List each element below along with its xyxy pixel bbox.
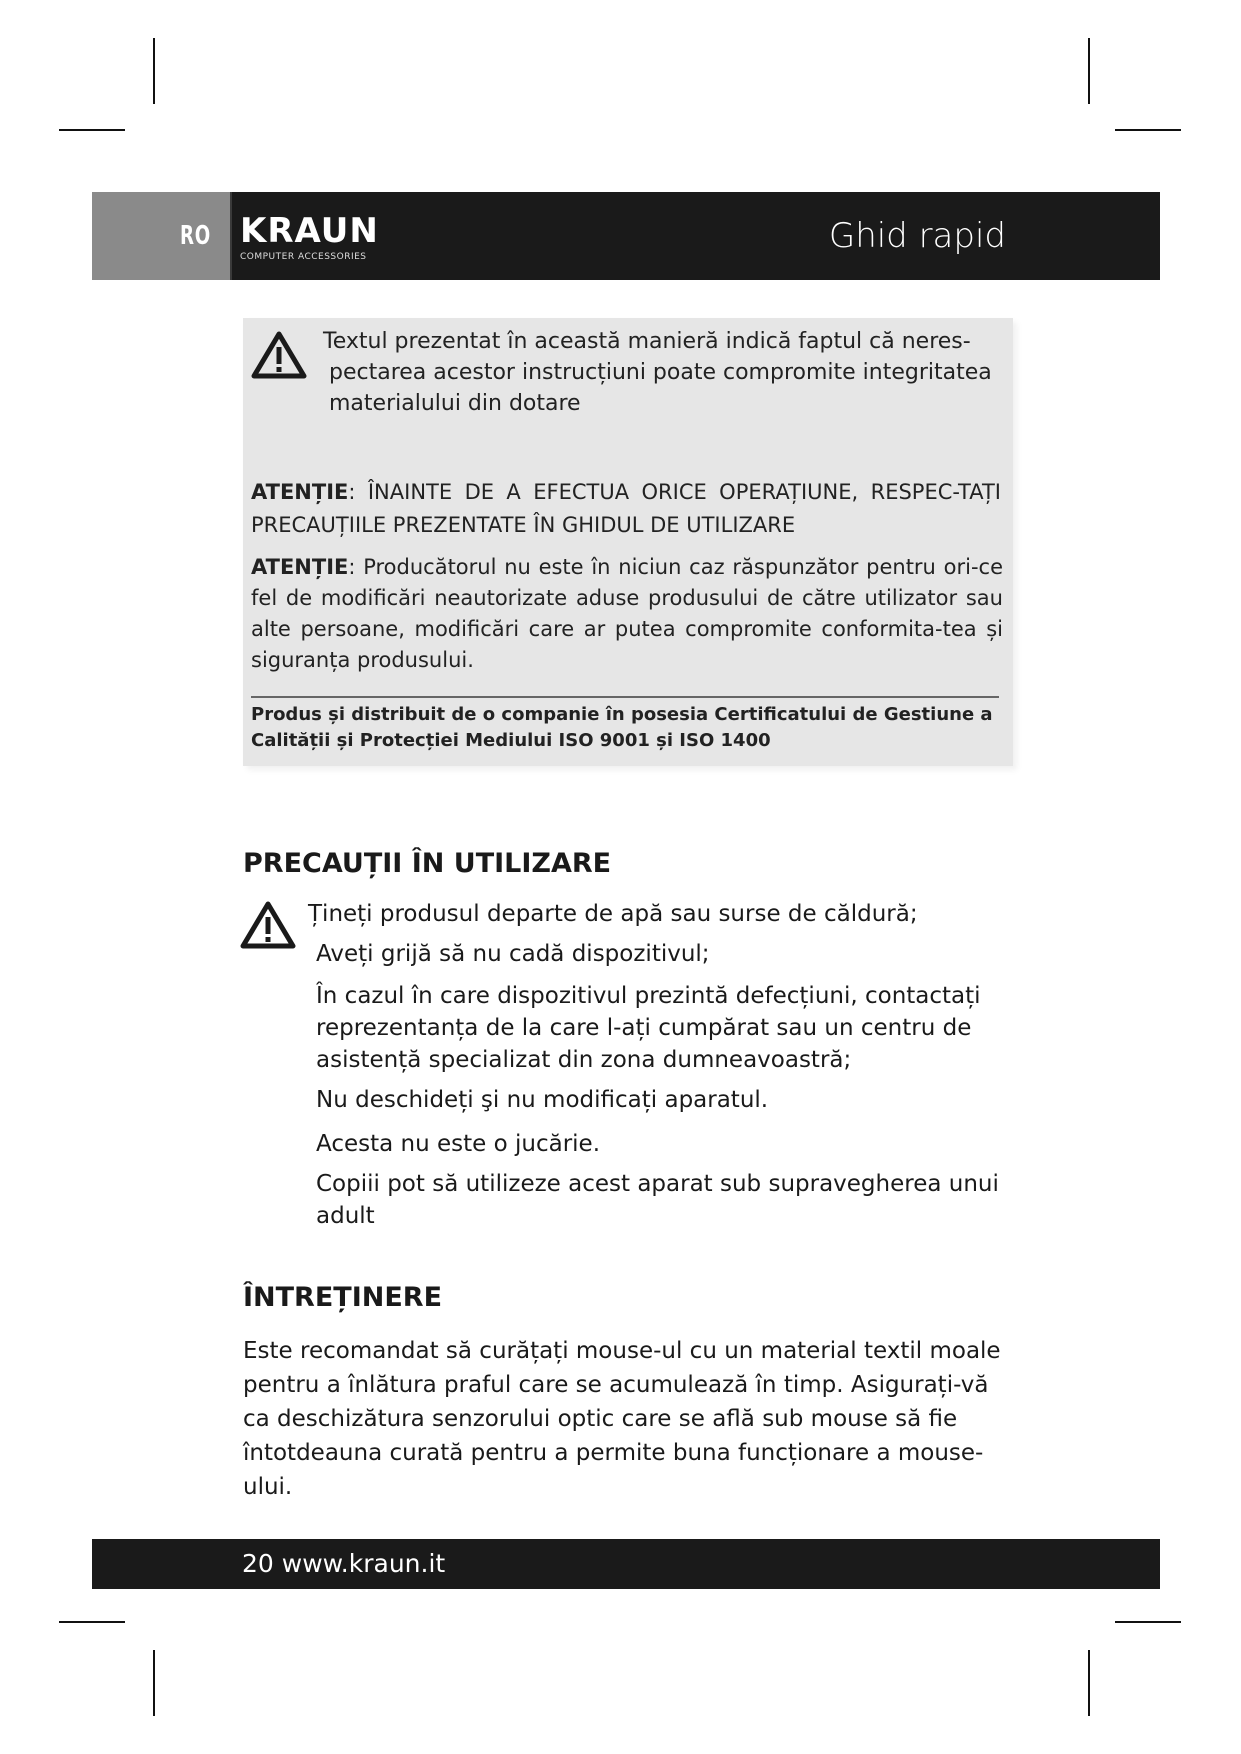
notice-divider (251, 696, 999, 698)
attention-label: ATENȚIE (251, 555, 349, 579)
precaution-item: Nu deschideți şi nu modificați aparatul. (316, 1087, 769, 1113)
brand-logo (240, 211, 379, 262)
iso-certification-text: Produs și distribuit de o companie în posesia Certificatului de Gestiune a Calității și Protecției Mediului ISO 9001 și ISO 1400 (251, 704, 993, 751)
attention-warning-1 (251, 476, 1001, 542)
notice-intro-line: Textul prezentat în această manieră indică faptul că neres- (323, 329, 971, 354)
guide-title: Ghid rapid (828, 216, 1006, 256)
warning-triangle-icon (240, 900, 296, 950)
page-header (92, 192, 1160, 280)
notice-intro-text (323, 326, 1003, 419)
page-number: 20 (242, 1549, 274, 1578)
precaution-item: Țineți produsul departe de apă sau surse de căldură; (308, 901, 918, 927)
precaution-item: În cazul în care dispozitivul prezintă defecțiuni, contactați reprezentanța de la care l-ați cumpărat sau un centru de asistență specializat din zona dumneavoastră; (316, 983, 981, 1073)
precaution-item: Acesta nu este o jucărie. (316, 1131, 601, 1157)
language-code: RO (180, 221, 211, 251)
crop-mark-top-right-vertical (1088, 38, 1090, 104)
page-footer (92, 1539, 1160, 1589)
precaution-item: Copiii pot să utilizeze acest aparat sub supravegherea unui adult (316, 1171, 999, 1229)
attention-warning-2 (251, 552, 1003, 676)
warning-triangle-icon (251, 330, 307, 380)
notice-box (243, 318, 1013, 766)
crop-mark-top-right-horizontal (1115, 129, 1181, 131)
attention-label: ATENȚIE (251, 480, 349, 504)
maintenance-text: Este recomandat să curățați mouse-ul cu un material textil moale pentru a înlătura praful care se acumulează în timp. Asigurați-vă ca deschizătura senzorului optic care se află sub mouse să fie întotdeauna curată pentru a permite buna funcționare a mouse-ului. (243, 1338, 1001, 1500)
precautions-heading: PRECAUȚII ÎN UTILIZARE (243, 848, 612, 879)
crop-mark-top-left-horizontal (59, 129, 125, 131)
precaution-item: Aveți grijă să nu cadă dispozitivul; (316, 941, 710, 967)
crop-mark-bottom-right-horizontal (1115, 1621, 1181, 1623)
logo-wordmark: KRAUN (240, 211, 379, 251)
crop-mark-bottom-left-horizontal (59, 1621, 125, 1623)
attention-text: : Producătorul nu este în niciun caz răspunzător pentru ori-ce fel de modificări neautorizate aduse produsului de către utilizator sau alte persoane, modificări care ar putea compromite conformita-tea și siguranța produsului. (251, 555, 1003, 672)
notice-intro-line: materialului din dotare (329, 391, 581, 416)
notice-intro-line: pectarea acestor instrucțiuni poate compromite integritatea (329, 360, 992, 385)
website-link[interactable]: www.kraun.it (281, 1549, 446, 1578)
logo-tagline: COMPUTER ACCESSORIES (240, 252, 367, 262)
crop-mark-bottom-right-vertical (1088, 1650, 1090, 1716)
maintenance-heading: ÎNTREȚINERE (243, 1282, 443, 1313)
attention-text: : ÎNAINTE DE A EFECTUA ORICE OPERAȚIUNE, RESPEC-TAȚI PRECAUȚIILE PREZENTATE ÎN GHIDUL DE UTILIZARE (251, 480, 1001, 537)
footer-text (242, 1539, 445, 1589)
crop-mark-bottom-left-vertical (153, 1650, 155, 1716)
crop-mark-top-left-vertical (153, 38, 155, 104)
